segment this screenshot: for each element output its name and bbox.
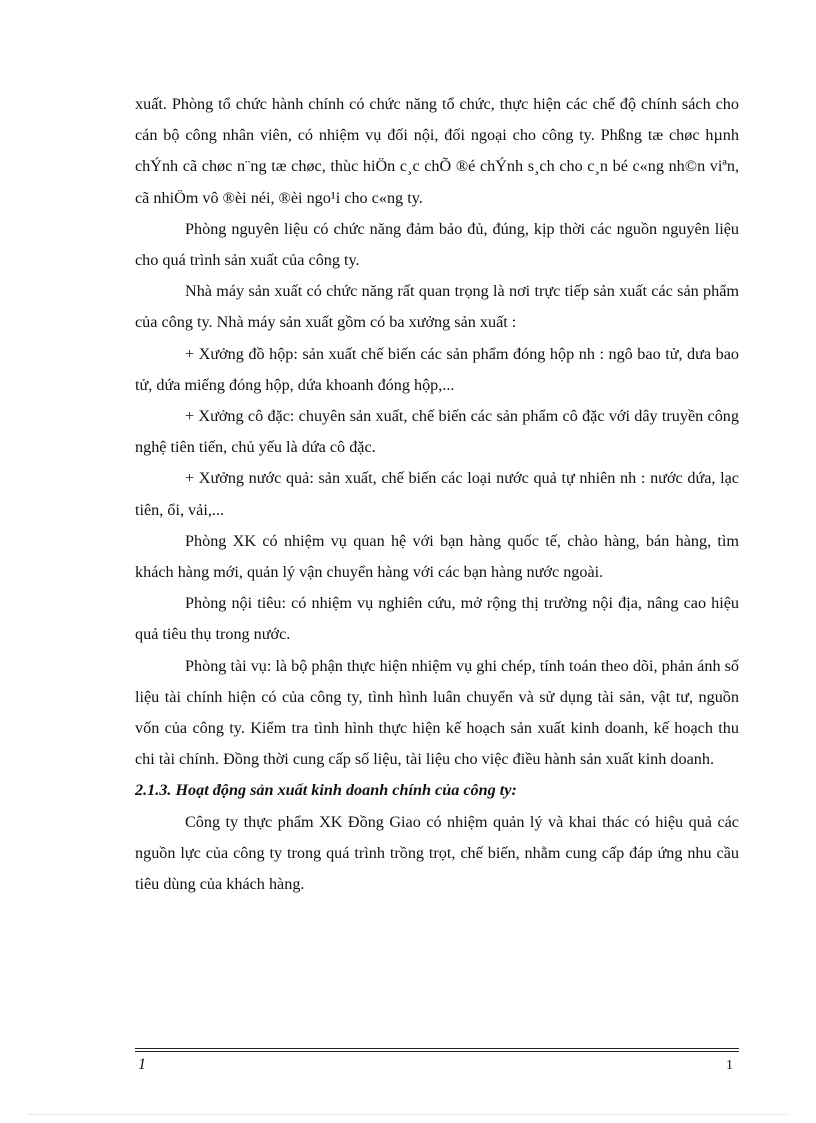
paragraph-juice-workshop: + Xưởng nước quả: sản xuất, chế biến các loại nước quả tự nhiên nh : nước dứa, lạc tiên, ổi, vải,... — [135, 469, 739, 519]
paragraph-closing: Công ty thực phẩm XK Đồng Giao có nhiệm quản lý và khai thác có hiệu quả các nguồn lực của công ty trong quá trình trồng trọt, chế biến, nhằm cung cấp đáp ứng nhu cầu tiêu dùng của khách hàng. — [135, 812, 739, 894]
page-number: 1 — [726, 1058, 733, 1073]
footer-left-number: 1 — [138, 1056, 146, 1073]
footer-divider — [135, 1048, 739, 1052]
section-heading: 2.1.3. Hoạt động sản xuất kinh doanh chính của công ty: — [135, 781, 517, 800]
paragraph-export-dept: Phòng XK có nhiệm vụ quan hệ với bạn hàng quốc tế, chào hàng, bán hàng, tìm khách hàng mới, quản lý vận chuyển hàng với các bạn hàng nước ngoài. — [135, 531, 739, 582]
paragraph-factory: Nhà máy sản xuất có chức năng rất quan trọng là nơi trực tiếp sản xuất các sản phẩm của công ty. Nhà máy sản xuất gồm có ba xưởng sản xuất : — [135, 282, 739, 332]
page-bottom-edge — [28, 1114, 788, 1115]
paragraph-materials-dept: Phòng nguyên liệu có chức năng đảm bảo đủ, đúng, kịp thời các nguồn nguyên liệu cho quá trình sản xuất của công ty. — [135, 219, 739, 270]
paragraph-finance-dept: Phòng tài vụ: là bộ phận thực hiện nhiệm vụ ghi chép, tính toán theo dõi, phản ánh số liệu tài chính hiện có của công ty, tình hình luân chuyển và sử dụng tài sản, vật tư, nguồn vốn của công ty. Kiểm tra tình hình thực hiện kế hoạch sản xuất kinh doanh, kế hoạch thu chi tài chính. Đồng thời cung cấp số liệu, tài liệu cho việc điều hành sản xuất kinh doanh. — [135, 656, 739, 769]
paragraph-domestic-sales-dept: Phòng nội tiêu: có nhiệm vụ nghiên cứu, mở rộng thị trường nội địa, nâng cao hiệu quả tiêu thụ trong nước. — [135, 594, 739, 644]
paragraph-canning-workshop: + Xưởng đồ hộp: sản xuất chế biến các sản phẩm đóng hộp nh : ngô bao tử, dưa bao tử, dứa miếng đóng hộp, dứa khoanh đóng hộp,... — [135, 344, 739, 394]
paragraph-concentrate-workshop: + Xưởng cô đặc: chuyên sản xuất, chế biến các sản phẩm cô đặc với dây truyền công nghệ tiên tiến, chủ yếu là dứa cô đặc. — [135, 407, 739, 457]
body-text — [135, 89, 739, 900]
paragraph-admin-dept: xuất. Phòng tổ chức hành chính có chức năng tổ chức, thực hiện các chế độ chính sách cho cán bộ công nhân viên, có nhiệm vụ đối nội, đối ngoại cho công ty. Phßng tæ chøc hµnh chÝnh cã chøc n¨ng tæ chøc, thùc hiÖn c¸c chÕ ®é chÝnh s¸ch cho c¸n bé c«ng nh©n viªn, cã nhiÖm vô ®èi néi, ®èi ngo¹i cho c«ng ty. — [135, 95, 739, 207]
